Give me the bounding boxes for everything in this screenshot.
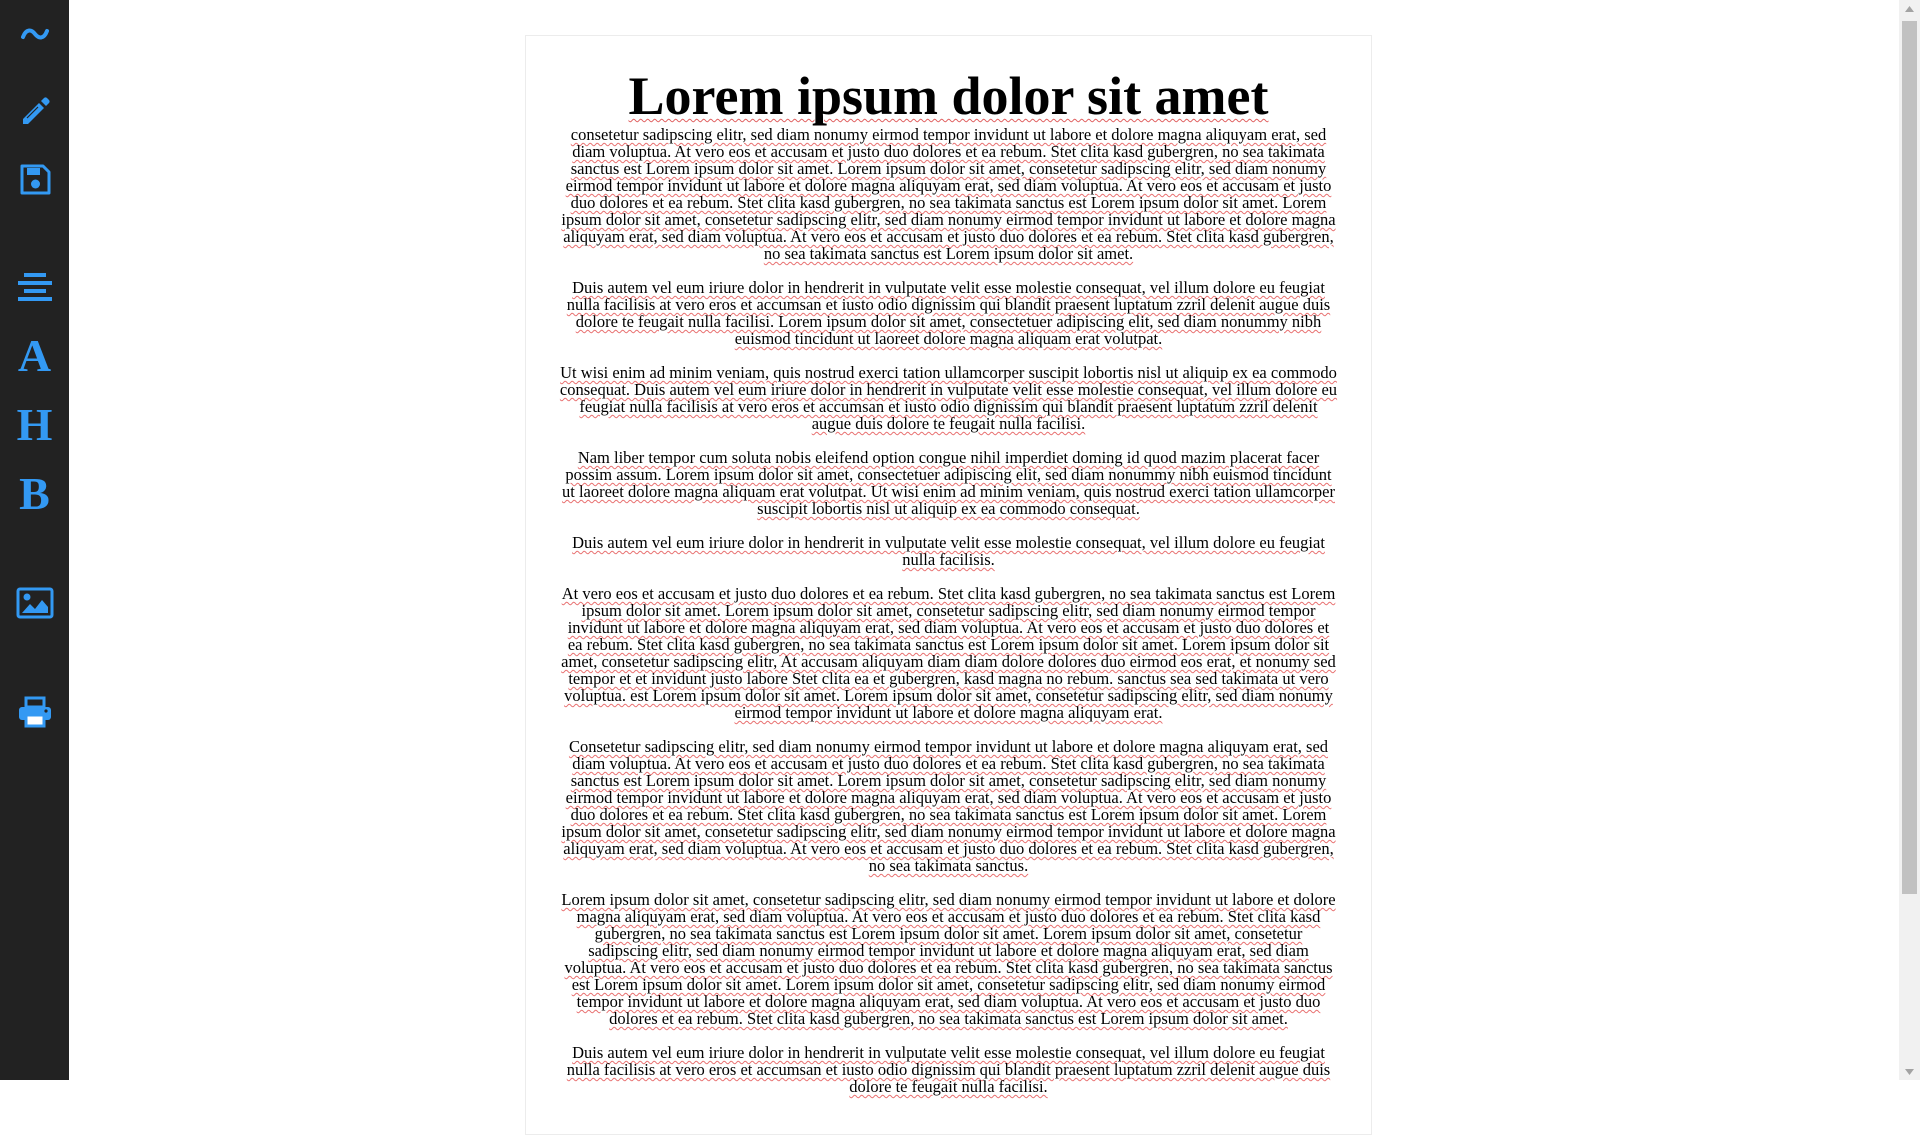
edit-tool-button[interactable] — [0, 83, 69, 139]
toolbar-sidebar — [0, 0, 69, 1080]
document-paragraph[interactable]: Duis autem vel eum iriure dolor in hendrerit in vulputate velit esse molestie consequat, vel illum dolore eu feugiat nulla facilisis at vero eros et accumsan et iusto odio dignissim qui blandit praesent luptatum zzril delenit augue duis dolore te feugait nulla facilisi. Lorem ipsum dolor sit amet, consectetuer adipiscing elit, sed diam nonummy nibh euismod tincidunt ut laoreet dolore magna aliquam erat volutpat. — [566, 278, 1331, 348]
heading-tool-button[interactable] — [0, 397, 69, 453]
triangle-down-icon — [1905, 1069, 1914, 1075]
document-paragraph[interactable]: Consetetur sadipscing elitr, sed diam nonumy eirmod tempor invidunt ut labore et dolore magna aliquyam erat, sed diam voluptua. At vero eos et accusam et justo duo dolores et ea rebum. Stet clita kasd gubergren, no sea takimata sanctus est Lorem ipsum dolor sit amet. Lorem ipsum dolor sit amet, consetetur sadipscing elitr, sed diam nonumy eirmod tempor invidunt ut labore et dolore magna aliquyam erat, sed diam voluptua. At vero eos et accusam et justo duo dolores et ea rebum. Stet clita kasd gubergren, no sea takimata sanctus est Lorem ipsum dolor sit amet. Lorem ipsum dolor sit amet, consetetur sadipscing elitr, sed diam nonumy eirmod tempor invidunt ut labore et dolore magna aliquyam erat, sed diam voluptua. At vero eos et accusam et justo duo dolores et ea rebum. Stet clita kasd gubergren, no sea takimata sanctus. — [561, 737, 1336, 875]
document-title[interactable]: Lorem ipsum dolor sit amet — [628, 66, 1269, 126]
scroll-up-button[interactable] — [1899, 0, 1920, 17]
printer-icon — [17, 696, 53, 728]
document-body[interactable] — [526, 126, 1371, 1095]
letter-a-icon: A — [17, 330, 52, 381]
image-tool-button[interactable] — [0, 575, 69, 631]
document-paragraph[interactable]: Duis autem vel eum iriure dolor in hendrerit in vulputate velit esse molestie consequat, vel illum dolore eu feugiat nulla facilisis at vero eros et accumsan et iusto odio dignissim qui blandit praesent luptatum zzril delenit augue duis dolore te feugait nulla facilisi. — [566, 1043, 1331, 1096]
pencil-icon — [19, 95, 51, 127]
print-tool-button[interactable] — [0, 684, 69, 740]
image-icon — [16, 587, 54, 619]
document-paragraph[interactable]: Duis autem vel eum iriure dolor in hendrerit in vulputate velit esse molestie consequat, vel illum dolore eu feugiat nulla facilisis. — [572, 533, 1325, 569]
document-paragraph[interactable]: Ut wisi enim ad minim veniam, quis nostrud exerci tation ullamcorper suscipit lobortis nisl ut aliquip ex ea commodo consequat. Duis autem vel eum iriure dolor in hendrerit in vulputate velit esse molestie consequat, vel illum dolore eu feugiat nulla facilisis at vero eros et accumsan et iusto odio dignissim qui blandit praesent luptatum zzril delenit augue duis dolore te feugait nulla facilisi. — [559, 363, 1338, 433]
vertical-scrollbar[interactable] — [1899, 0, 1920, 1080]
document-paragraph[interactable]: consetetur sadipscing elitr, sed diam nonumy eirmod tempor invidunt ut labore et dolore magna aliquyam erat, sed diam voluptua. At vero eos et accusam et justo duo dolores et ea rebum. Stet clita kasd gubergren, no sea takimata sanctus est Lorem ipsum dolor sit amet. Lorem ipsum dolor sit amet, consetetur sadipscing elitr, sed diam nonumy eirmod tempor invidunt ut labore et dolore magna aliquyam erat, sed diam voluptua. At vero eos et accusam et justo duo dolores et ea rebum. Stet clita kasd gubergren, no sea takimata sanctus est Lorem ipsum dolor sit amet. Lorem ipsum dolor sit amet, consetetur sadipscing elitr, sed diam nonumy eirmod tempor invidunt ut labore et dolore magna aliquyam erat, sed diam voluptua. At vero eos et accusam et justo duo dolores et ea rebum. Stet clita kasd gubergren, no sea takimata sanctus est Lorem ipsum dolor sit amet. — [561, 125, 1336, 263]
floppy-disk-icon — [19, 163, 51, 195]
triangle-up-icon — [1905, 6, 1914, 12]
wave-tool-button[interactable] — [0, 6, 69, 62]
document-page[interactable] — [525, 35, 1372, 1135]
align-center-icon — [17, 271, 53, 301]
font-tool-button[interactable] — [0, 328, 69, 384]
document-paragraph[interactable]: At vero eos et accusam et justo duo dolores et ea rebum. Stet clita kasd gubergren, no sea takimata sanctus est Lorem ipsum dolor sit amet. Lorem ipsum dolor sit amet, consetetur sadipscing elitr, sed diam nonumy eirmod tempor invidunt ut labore et dolore magna aliquyam erat, sed diam voluptua. At vero eos et accusam et justo duo dolores et ea rebum. Stet clita kasd gubergren, no sea takimata sanctus est Lorem ipsum dolor sit amet. Lorem ipsum dolor sit amet, consetetur sadipscing elitr, At accusam aliquyam diam diam dolore dolores duo eirmod eos erat, et nonumy sed tempor et et invidunt justo labore Stet clita ea et gubergren, kasd magna no rebum. sanctus sea sed takimata ut vero voluptua. est Lorem ipsum dolor sit amet. Lorem ipsum dolor sit amet, consetetur sadipscing elitr, sed diam nonumy eirmod tempor invidunt ut labore et dolore magna aliquyam erat. — [561, 584, 1336, 722]
document-paragraph[interactable]: Nam liber tempor cum soluta nobis eleifend option congue nihil imperdiet doming id quod mazim placerat facer possim assum. Lorem ipsum dolor sit amet, consectetuer adipiscing elit, sed diam nonummy nibh euismod tincidunt ut laoreet dolore magna aliquam erat volutpat. Ut wisi enim ad minim veniam, quis nostrud exerci tation ullamcorper suscipit lobortis nisl ut aliquip ex ea commodo consequat. — [562, 448, 1335, 518]
align-center-tool-button[interactable] — [0, 258, 69, 314]
document-canvas[interactable] — [69, 0, 1899, 1096]
letter-h-icon: H — [16, 399, 53, 450]
save-tool-button[interactable] — [0, 151, 69, 207]
scroll-down-button[interactable] — [1899, 1063, 1920, 1080]
letter-b-icon: B — [19, 468, 50, 519]
tilde-icon — [20, 24, 50, 44]
document-paragraph[interactable]: Lorem ipsum dolor sit amet, consetetur sadipscing elitr, sed diam nonumy eirmod tempor invidunt ut labore et dolore magna aliquyam erat, sed diam voluptua. At vero eos et accusam et justo duo dolores et ea rebum. Stet clita kasd gubergren, no sea takimata sanctus est Lorem ipsum dolor sit amet. Lorem ipsum dolor sit amet, consetetur sadipscing elitr, sed diam nonumy eirmod tempor invidunt ut labore et dolore magna aliquyam erat, sed diam voluptua. At vero eos et accusam et justo duo dolores et ea rebum. Stet clita kasd gubergren, no sea takimata sanctus est Lorem ipsum dolor sit amet. Lorem ipsum dolor sit amet, consetetur sadipscing elitr, sed diam nonumy eirmod tempor invidunt ut labore et dolore magna aliquyam erat, sed diam voluptua. At vero eos et accusam et justo duo dolores et ea rebum. Stet clita kasd gubergren, no sea takimata sanctus est Lorem ipsum dolor sit amet. — [561, 890, 1336, 1028]
bold-tool-button[interactable] — [0, 466, 69, 522]
scroll-thumb[interactable] — [1902, 21, 1917, 894]
